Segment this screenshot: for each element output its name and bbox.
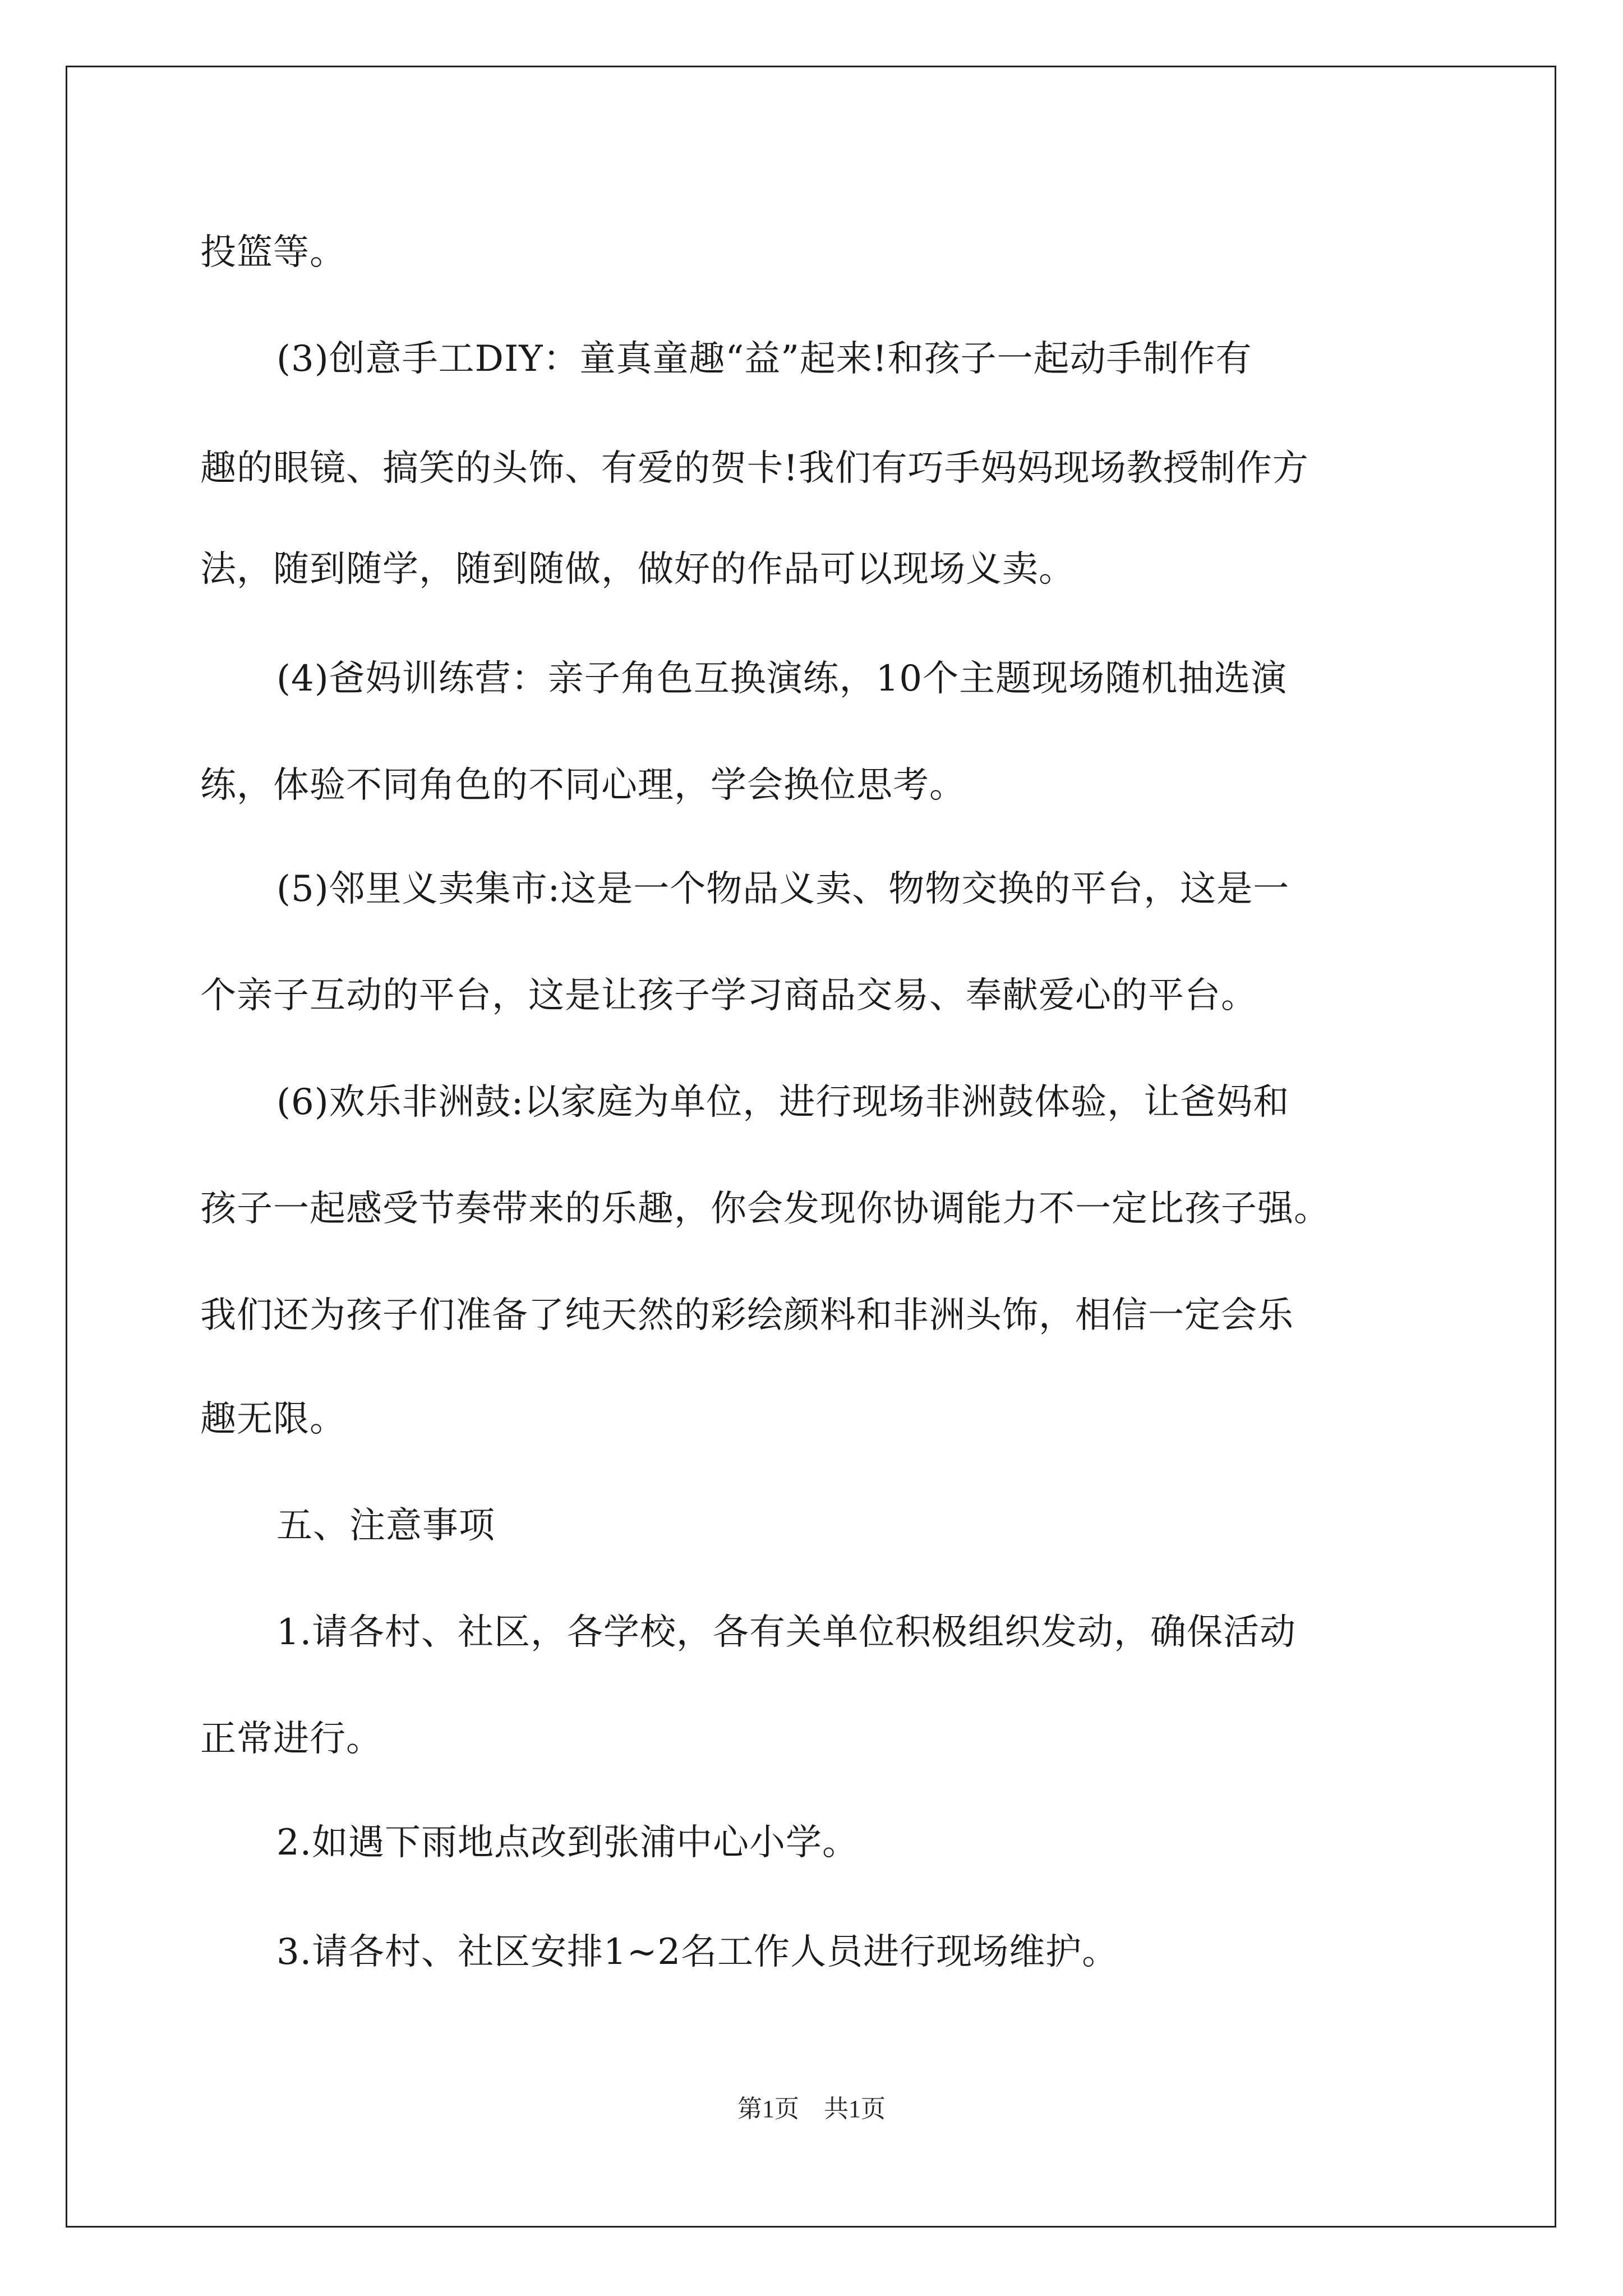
page-border	[66, 66, 1556, 2228]
page-number: 第1页 共1页	[737, 2095, 886, 2123]
text-line: (4)爸妈训练营：亲子角色互换演练，10个主题现场随机抽选演	[276, 658, 1288, 700]
text-line: 孩子一起感受节奏带来的乐趣，你会发现你协调能力不一定比孩子强。	[200, 1188, 1330, 1230]
text-line: 趣无限。	[200, 1398, 346, 1440]
text-line: (3)创意手工DIY：童真童趣“益”起来!和孩子一起动手制作有	[276, 338, 1252, 380]
section-heading: 五、注意事项	[276, 1505, 495, 1547]
text-line: 正常进行。	[200, 1718, 382, 1760]
text-line: 个亲子互动的平台，这是让孩子学习商品交易、奉献爱心的平台。	[200, 975, 1257, 1016]
text-line: 投篮等。	[200, 232, 346, 273]
text-line: 1.请各村、社区，各学校，各有关单位积极组织发动，确保活动	[276, 1612, 1297, 1653]
text-line: 我们还为孩子们准备了纯天然的彩绘颜料和非洲头饰，相信一定会乐	[200, 1295, 1294, 1336]
text-line: 法，随到随学，随到随做，做好的作品可以现场义卖。	[200, 549, 1075, 590]
text-line: 2.如遇下雨地点改到张浦中心小学。	[276, 1822, 859, 1864]
text-line: (6)欢乐非洲鼓:以家庭为单位，进行现场非洲鼓体验，让爸妈和	[276, 1082, 1290, 1123]
text-line: 趣的眼镜、搞笑的头饰、有爱的贺卡!我们有巧手妈妈现场教授制作方	[200, 448, 1309, 489]
text-line: 练，体验不同角色的不同心理，学会换位思考。	[200, 765, 966, 806]
text-line: 3.请各村、社区安排1~2名工作人员进行现场维护。	[276, 1931, 1119, 1973]
text-line: (5)邻里义卖集市:这是一个物品义卖、物物交换的平台，这是一	[276, 868, 1290, 910]
